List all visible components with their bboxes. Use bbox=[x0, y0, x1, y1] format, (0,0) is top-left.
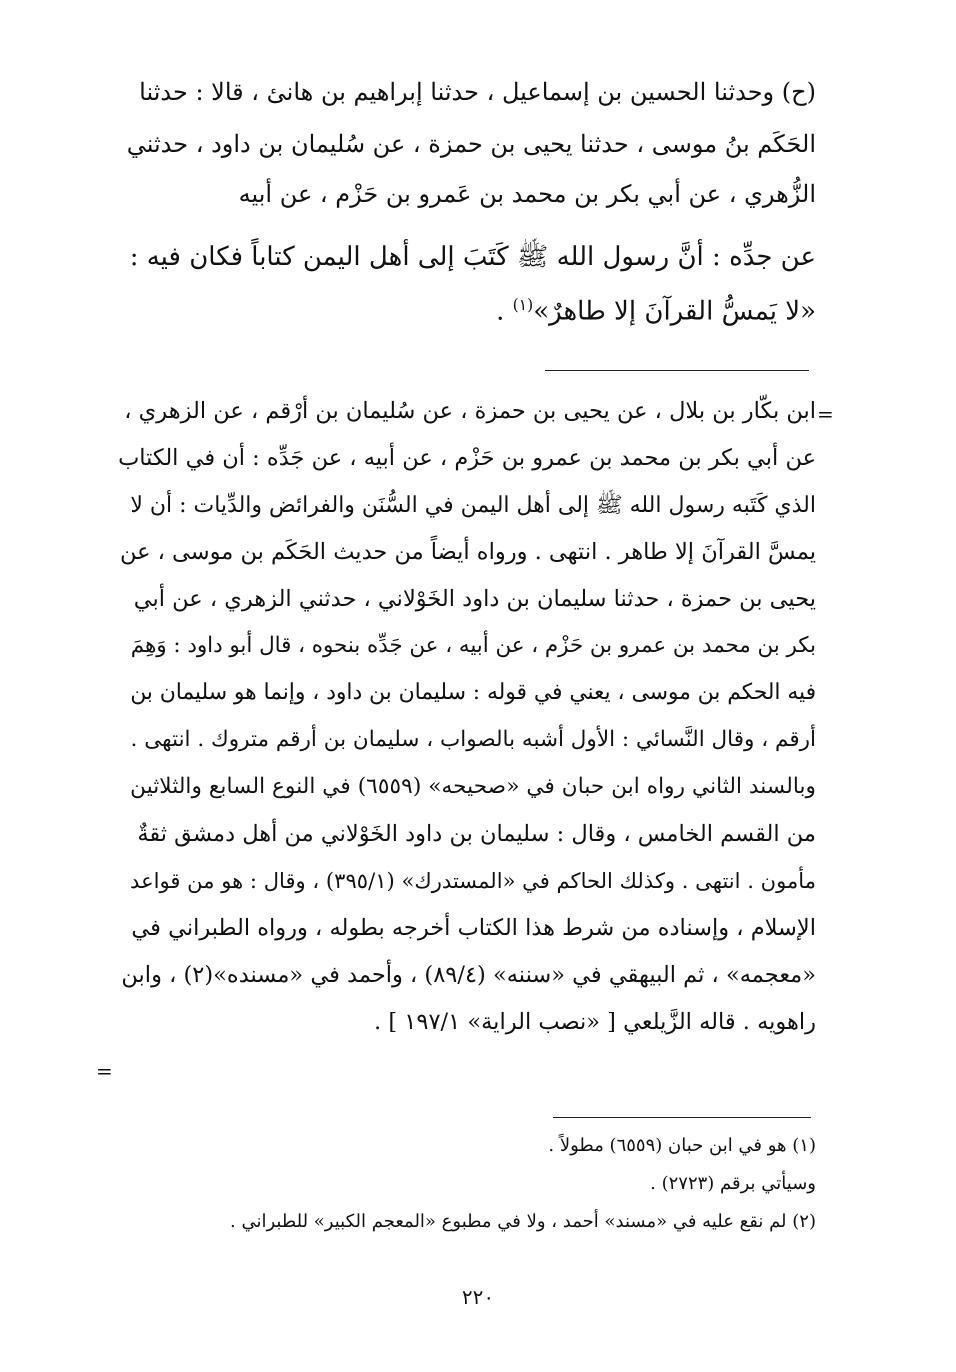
commentary-line: ابن بكّار بن بلال ، عن يحيى بن حمزة ، عن سُليمان بن أرْقم ، عن الزهري ، bbox=[124, 398, 816, 424]
commentary-line: يمسَّ القرآنَ إلا طاهر . انتهى . ورواه أيضاً من حديث الحَكَم بن موسى ، عن bbox=[119, 539, 816, 565]
hadith-end: . bbox=[496, 296, 513, 327]
page-number: ٢٢٠ bbox=[461, 1285, 495, 1309]
narration-line: الحَكَم بنُ موسى ، حدثنا يحيى بن حمزة ، عن سُليمان بن داود ، حدثني bbox=[126, 130, 816, 158]
narration-line: (ح) وحدثنا الحسين بن إسماعيل ، حدثنا إبراهيم بن هانئ ، قالا : حدثنا bbox=[139, 78, 816, 106]
continuation-mark-end: = bbox=[96, 1059, 113, 1083]
footnote-line: (١) هو في ابن حبان (٦٥٥٩) مطولاً . bbox=[548, 1135, 816, 1156]
hadith-narration-block bbox=[116, 70, 816, 390]
commentary-separator-rule bbox=[545, 370, 809, 371]
commentary-line: راهويه . قاله الزَّيلعي [ «نصب الراية» ١٩٧/١ ] . bbox=[374, 1009, 816, 1035]
commentary-line: أرقم ، وقال النَّسائي : الأول أشبه بالصواب ، سليمان بن أرقم متروك . انتهى . bbox=[130, 727, 816, 752]
commentary-line: عن أبي بكر بن محمد بن عمرو بن حَزْم ، عن أبيه ، عن جَدِّه : أن في الكتاب bbox=[118, 445, 816, 471]
footnote-ref-1: (١) bbox=[512, 296, 534, 314]
commentary-line: وبالسند الثاني رواه ابن حبان في «صحيحه» (٦٥٥٩) في النوع السابع والثلاثين bbox=[130, 774, 816, 799]
commentary-line: الإسلام ، وإسناده من شرط هذا الكتاب أخرجه بطوله ، ورواه الطبراني في bbox=[131, 915, 816, 941]
hadith-line-final bbox=[496, 296, 816, 327]
footnote-line: (٢) لم نقع عليه في «مسند» أحمد ، ولا في مطبوع «المعجم الكبير» للطبراني . bbox=[230, 1211, 816, 1232]
commentary-line: فيه الحكم بن موسى ، يعني في قوله : سليمان بن داود ، وإنما هو سليمان بن bbox=[130, 680, 816, 705]
commentary-block bbox=[116, 392, 816, 1092]
commentary-line: يحيى بن حمزة ، حدثنا سليمان بن داود الخَوْلاني ، حدثني الزهري ، عن أبي bbox=[133, 586, 816, 612]
hadith-line: عن جدِّه : أنَّ رسول الله ﷺ كَتَبَ إلى أهل اليمن كتاباً فكان فيه : bbox=[129, 242, 816, 272]
commentary-line: بكر بن محمد بن عمرو بن حَزْم ، عن أبيه ، عن جَدِّه بنحوه ، قال أبو داود : وَهِمَ bbox=[130, 633, 816, 658]
hadith-quote: «لا يَمسُّ القرآنَ إلا طاهرٌ» bbox=[533, 296, 816, 327]
continuation-mark-start: = bbox=[817, 402, 834, 426]
commentary-line: «معجمه» ، ثم البيهقي في «سننه» (٨٩/٤) ، وأحمد في «مسنده»(٢) ، وابن bbox=[121, 962, 816, 988]
narration-line: الزُّهري ، عن أبي بكر بن محمد بن عَمرو بن حَزْم ، عن أبيه bbox=[238, 180, 816, 208]
footnotes-block bbox=[116, 1125, 816, 1255]
footnote-line: وسيأتي برقم (٢٧٢٣) . bbox=[650, 1173, 816, 1194]
commentary-line: من القسم الخامس ، وقال : سليمان بن داود الخَوْلاني من أهل دمشق ثقةٌ bbox=[137, 821, 816, 847]
commentary-line: مأمون . انتهى . وكذلك الحاكم في «المستدرك» (٣٩٥/١) ، وقال : هو من قواعد bbox=[130, 868, 816, 893]
commentary-line: الذي كَتَبه رسول الله ﷺ إلى أهل اليمن في السُّنَن والفرائض والدِّيات : أن لا bbox=[130, 493, 816, 518]
footnote-separator-rule bbox=[553, 1117, 811, 1118]
